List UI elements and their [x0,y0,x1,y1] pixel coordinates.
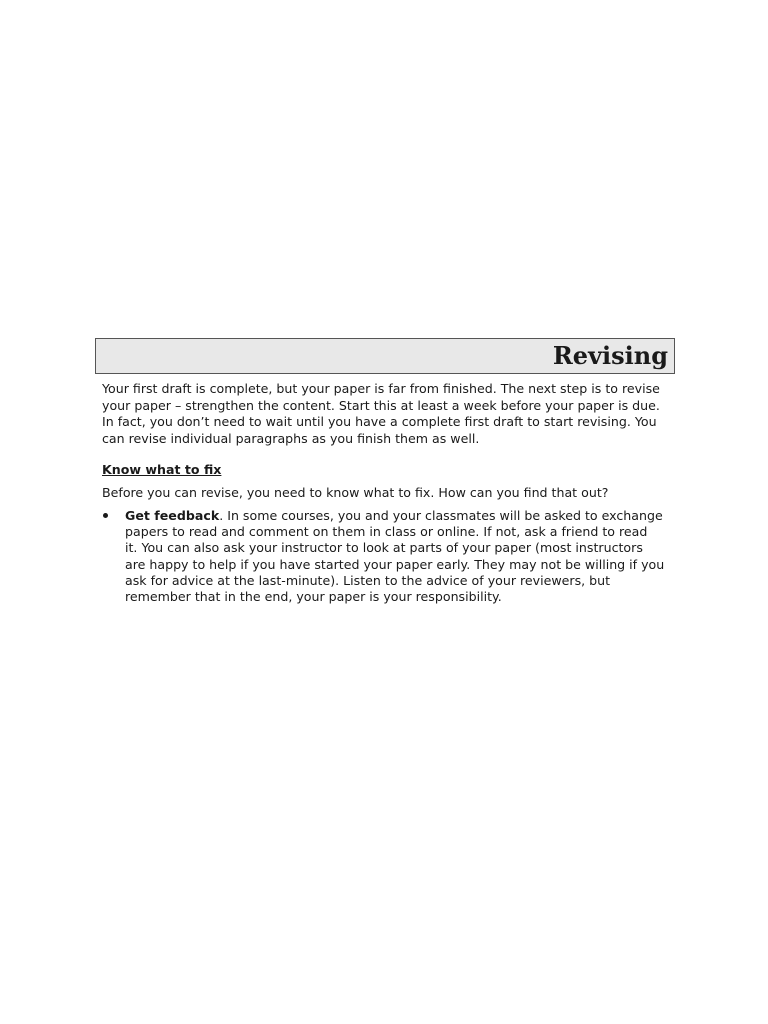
bullet-first-line-text: . In some courses, you and your classmates will be asked to exchange [219,508,663,523]
bullet-first-line [125,508,674,524]
bullet-line: ask for advice at the last-minute). Listen to the advice of your reviewers, but [125,572,611,588]
section-intro: Before you can revise, you need to know what to fix. How can you find that out? [102,485,609,500]
bullet-line: papers to read and comment on them in class or online. If not, ask a friend to read [125,524,648,540]
intro-line: can revise individual paragraphs as you finish them as well. [102,430,480,446]
section-heading: Know what to fix [102,462,222,477]
intro-line: In fact, you don’t need to wait until you have a complete first draft to start revising. You [102,414,657,429]
bullet-line: remember that in the end, your paper is your responsibility. [125,589,502,605]
bullet-line: it. You can also ask your instructor to look at parts of your paper (most instructors [125,540,643,556]
bullet-line: are happy to help if you have started your paper early. They may not be willing if you [125,556,665,572]
list-item [102,508,674,605]
intro-paragraph [102,381,674,447]
bullet-icon [103,513,108,518]
bullet-term: Get feedback [125,508,220,523]
page-title: Revising [552,341,668,370]
intro-line: your paper – strengthen the content. Start this at least a week before your paper is due. [102,397,660,413]
intro-line: Your first draft is complete, but your paper is far from finished. The next step is to revise [102,381,660,396]
bullet-list [102,508,674,605]
title-bar [95,338,675,374]
